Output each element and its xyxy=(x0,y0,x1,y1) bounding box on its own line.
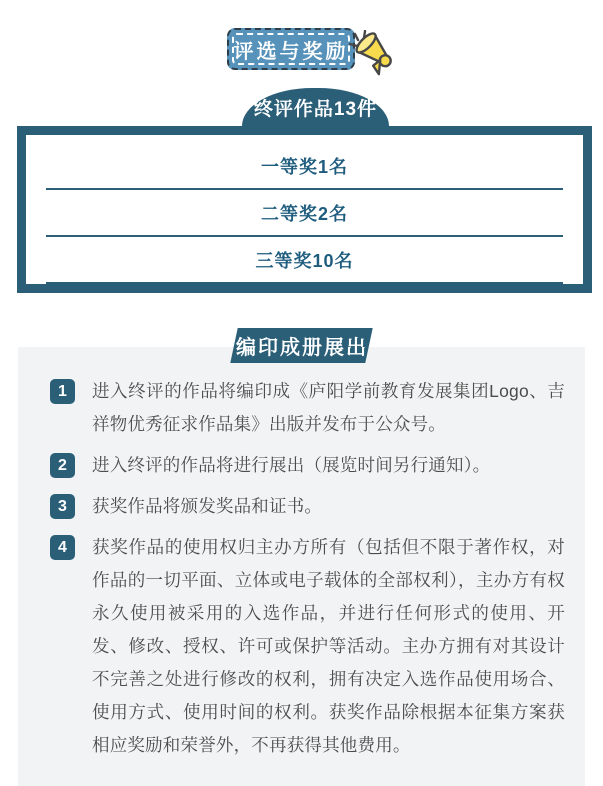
list-item-2 xyxy=(50,449,565,482)
megaphone-icon xyxy=(348,30,404,86)
award-row-first-prize xyxy=(46,143,563,190)
award-label: 三等奖10名 xyxy=(255,250,354,271)
item-number-badge: 2 xyxy=(50,453,75,478)
award-row-second-prize xyxy=(46,190,563,237)
publish-panel xyxy=(18,347,585,786)
list-item-3 xyxy=(50,490,565,523)
item-number-badge: 1 xyxy=(50,379,75,404)
item-text: 进入终评的作品将进行展出（展览时间另行通知）。 xyxy=(92,455,491,475)
awards-tab xyxy=(242,88,389,126)
list-item-1 xyxy=(50,375,565,441)
item-number-badge: 4 xyxy=(50,535,75,560)
list-item-4 xyxy=(50,531,565,762)
item-number-badge: 3 xyxy=(50,494,75,519)
award-label: 二等奖2名 xyxy=(260,203,348,224)
awards-tab-label: 终评作品13件 xyxy=(253,99,378,120)
section-title-badge-inner xyxy=(232,33,350,65)
publish-section xyxy=(0,328,603,786)
award-label: 一等奖1名 xyxy=(260,156,348,177)
publish-tab xyxy=(230,328,372,363)
item-text: 获奖作品的使用权归主办方所有（包括但不限于著作权，对作品的一切平面、立体或电子载体的全部权利），主办方有权永久使用被采用的入选作品，并进行任何形式的使用、开发、修改、授权、许可或保护等活动。主办方拥有对其设计不完善之处进行修改的权利，拥有决定入选作品使用场合、使用方式、使用时间的权利。获奖作品除根据本征集方案获相应奖励和荣誉外，不再获得其他费用。 xyxy=(92,537,565,755)
publish-tab-label: 编印成册展出 xyxy=(235,337,368,359)
awards-section xyxy=(0,88,603,293)
section-title: 评选与奖励 xyxy=(233,40,349,63)
item-text: 获奖作品将颁发奖品和证书。 xyxy=(92,496,323,516)
item-text: 进入终评的作品将编印成《庐阳学前教育发展集团Logo、吉祥物优秀征求作品集》出版并发布于公众号。 xyxy=(92,381,565,434)
section-title-badge xyxy=(227,28,355,70)
header xyxy=(0,0,603,88)
award-row-third-prize xyxy=(46,237,563,284)
awards-box xyxy=(17,126,592,293)
